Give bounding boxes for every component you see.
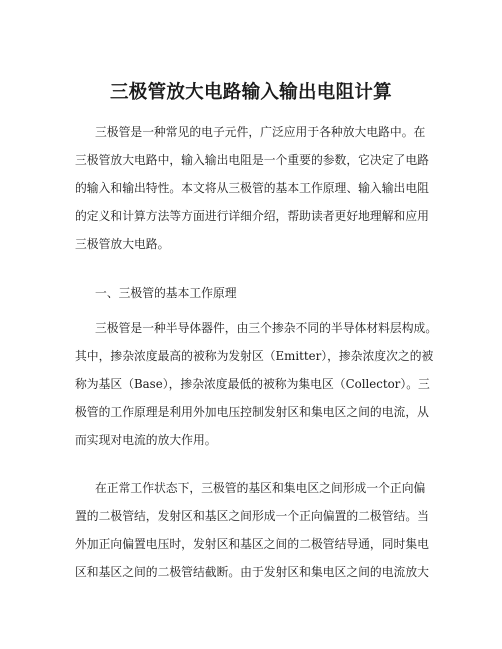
text-line: 三极管放大电路。: [75, 237, 170, 251]
text-line: 的输入和输出特性。本文将从三极管的基本工作原理、输入输出电阻: [75, 181, 429, 195]
text-line: 外加正向偏置电压时，发射区和基区之间的二极管结导通，同时集电: [75, 537, 429, 551]
text-line: 其中，掺杂浓度最高的被称为发射区（Emitter），掺杂浓度次之的被: [75, 349, 434, 363]
text-line: 三极管是一种半导体器件，由三个掺杂不同的半导体材料层构成。: [95, 321, 438, 335]
text-line: 三极管是一种常见的电子元件，广泛应用于各种放大电路中。在: [95, 125, 426, 139]
text-line: 区和基区之间的二极管结截断。由于发射区和集电区之间的电流放大: [75, 565, 429, 579]
text-line: 而实现对电流的放大作用。: [75, 433, 217, 447]
section-heading: 一、三极管的基本工作原理: [95, 286, 237, 300]
document-title: 三极管放大电路输入输出电阻计算: [109, 82, 392, 103]
text-line: 置的二极管结，发射区和基区之间形成一个正向偏置的二极管结。当: [75, 509, 429, 523]
text-line: 三极管放大电路中，输入输出电阻是一个重要的参数，它决定了电路: [75, 153, 429, 167]
text-line: 称为基区（Base），掺杂浓度最低的被称为集电区（Collector）。三: [75, 377, 430, 391]
text-line: 在正常工作状态下，三极管的基区和集电区之间形成一个正向偏: [95, 481, 426, 495]
text-line: 极管的工作原理是利用外加电压控制发射区和集电区之间的电流，从: [75, 405, 429, 419]
text-line: 的定义和计算方法等方面进行详细介绍，帮助读者更好地理解和应用: [75, 209, 429, 223]
